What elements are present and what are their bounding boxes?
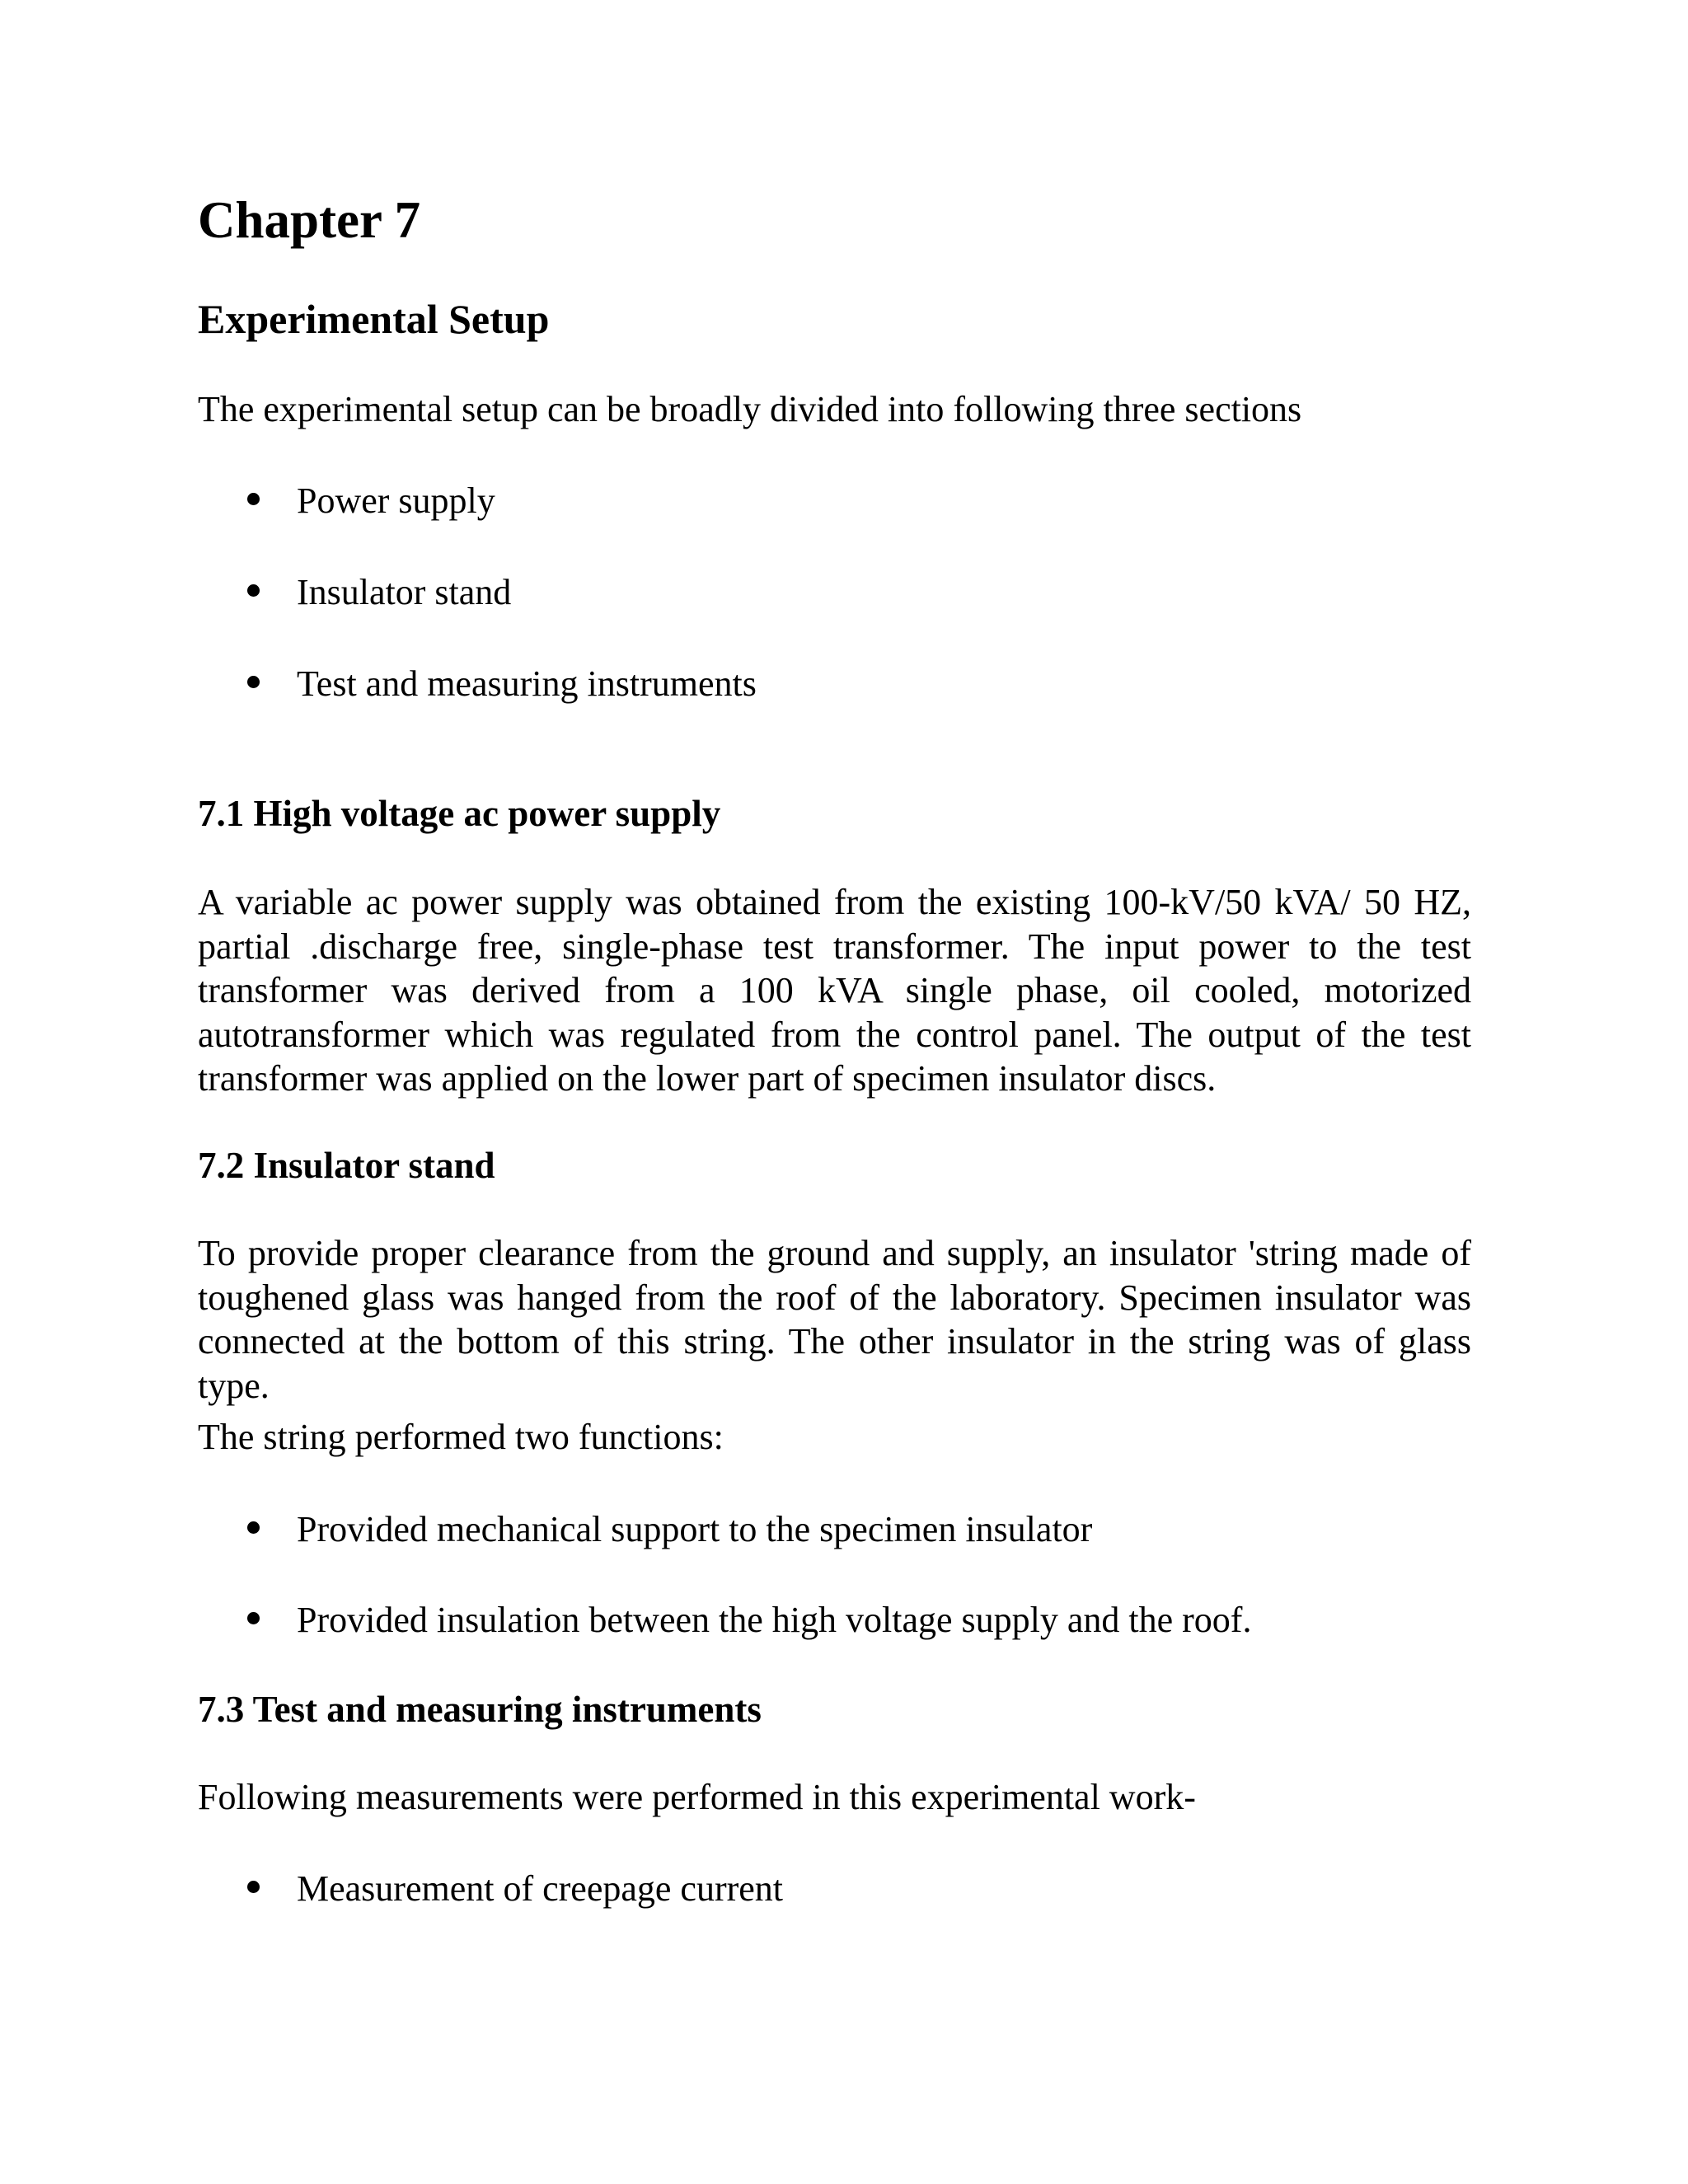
bullet-icon <box>247 584 260 597</box>
bullet-icon <box>247 1881 260 1893</box>
section-7-3-heading: 7.3 Test and measuring instruments <box>198 1689 762 1730</box>
list-item-label: Insulator stand <box>297 572 512 612</box>
list-item-label: Power supply <box>297 480 495 521</box>
chapter-title: Chapter 7 <box>198 191 421 249</box>
bullet-icon <box>247 1521 260 1534</box>
bullet-icon <box>247 1612 260 1624</box>
functions-intro: The string performed two functions: <box>198 1417 724 1457</box>
list-item-label: Provided mechanical support to the specimen insulator <box>297 1509 1093 1549</box>
section-title: Experimental Setup <box>198 296 550 342</box>
section-7-2-heading: 7.2 Insulator stand <box>198 1145 495 1186</box>
list-item-label: Provided insulation between the high voltage supply and the roof. <box>297 1600 1252 1640</box>
section-7-1-heading: 7.1 High voltage ac power supply <box>198 793 721 834</box>
bullet-icon <box>247 493 260 505</box>
section-7-1-paragraph: A variable ac power supply was obtained from the existing 100-kV/50 kVA/ 50 HZ, partial .discharge free, single-phase test transformer. The input power to the test transformer was derived from a 100 kVA single phase, oil cooled, motorized autotransformer which was regulated from the control panel. The output of the test transformer was applied on the lower part of specimen insulator discs. <box>198 882 1471 1099</box>
list-item-label: Test and measuring instruments <box>297 663 757 704</box>
list-item-label: Measurement of creepage current <box>297 1868 784 1909</box>
bullet-icon <box>247 676 260 688</box>
measurements-intro: Following measurements were performed in this experimental work- <box>198 1777 1196 1817</box>
section-7-2-paragraph: To provide proper clearance from the ground and supply, an insulator 'string made of toughened glass was hanged from the roof of the laboratory. Specimen insulator was connected at the bottom of this string. The other insulator in the string was of glass type. <box>198 1233 1471 1406</box>
intro-text: The experimental setup can be broadly divided into following three sections <box>198 389 1302 429</box>
document-page <box>198 0 1471 2184</box>
